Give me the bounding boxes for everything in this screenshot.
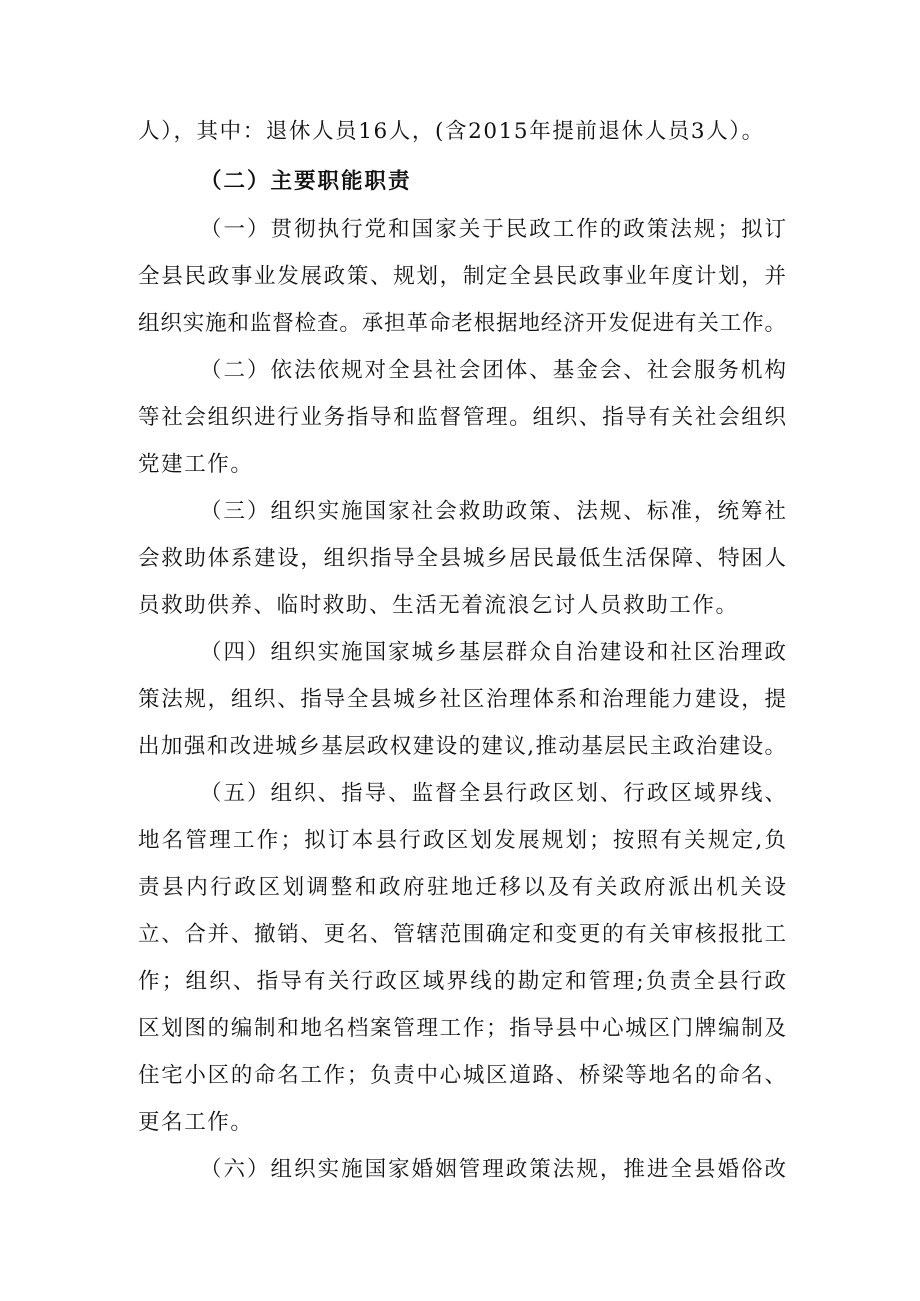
- text-line: （四）组织实施国家城乡基层群众自治建设和社区治理政: [200, 640, 786, 665]
- text-line: （二）依法依规对全县社会团体、基金会、社会服务机构: [200, 358, 786, 383]
- text-line: 组织实施和监督检查。承担革命老根据地经济开发促进有关工作。: [138, 311, 786, 336]
- text-line: 更名工作。: [138, 1110, 254, 1135]
- text-line: 立、合并、撤销、更名、管辖范围确定和变更的有关审核报批工: [138, 922, 786, 947]
- text-line: 住宅小区的命名工作；负责中心城区道路、桥梁等地名的命名、: [138, 1063, 786, 1088]
- text-line: 会救助体系建设，组织指导全县城乡居民最低生活保障、特困人: [138, 546, 786, 571]
- text-line: （五）组织、指导、监督全县行政区划、行政区域界线、: [200, 781, 786, 806]
- text-line: 全县民政事业发展政策、规划，制定全县民政事业年度计划，并: [138, 264, 786, 289]
- text-line: 党建工作。: [138, 452, 254, 477]
- text-line: 地名管理工作；拟订本县行政区划发展规划；按照有关规定,负: [138, 828, 786, 853]
- text-line: 策法规，组织、指导全县城乡社区治理体系和治理能力建设，提: [138, 687, 786, 712]
- text-line: 员救助供养、临时救助、生活无着流浪乞讨人员救助工作。: [138, 593, 739, 618]
- text-line: 责县内行政区划调整和政府驻地迁移以及有关政府派出机关设: [138, 875, 786, 900]
- text-line-retired-staff: 人），其中：退休人员16人，(含2015年提前退休人员3人）。: [138, 119, 765, 144]
- section-heading-main-duties: （二）主要职能职责: [200, 169, 412, 194]
- text-line: （六）组织实施国家婚姻管理政策法规，推进全县婚俗改: [200, 1157, 786, 1182]
- text-line: （三）组织实施国家社会救助政策、法规、标准，统筹社: [200, 499, 786, 524]
- text-line: 作；组织、指导有关行政区域界线的勘定和管理;负责全县行政: [138, 969, 786, 994]
- text-line: （一）贯彻执行党和国家关于民政工作的政策法规；拟订: [200, 217, 786, 242]
- text-line: 等社会组织进行业务指导和监督管理。组织、指导有关社会组织: [138, 405, 786, 430]
- text-line: 区划图的编制和地名档案管理工作；指导县中心城区门牌编制及: [138, 1016, 786, 1041]
- text-line: 出加强和改进城乡基层政权建设的建议,推动基层民主政治建设。: [138, 734, 786, 759]
